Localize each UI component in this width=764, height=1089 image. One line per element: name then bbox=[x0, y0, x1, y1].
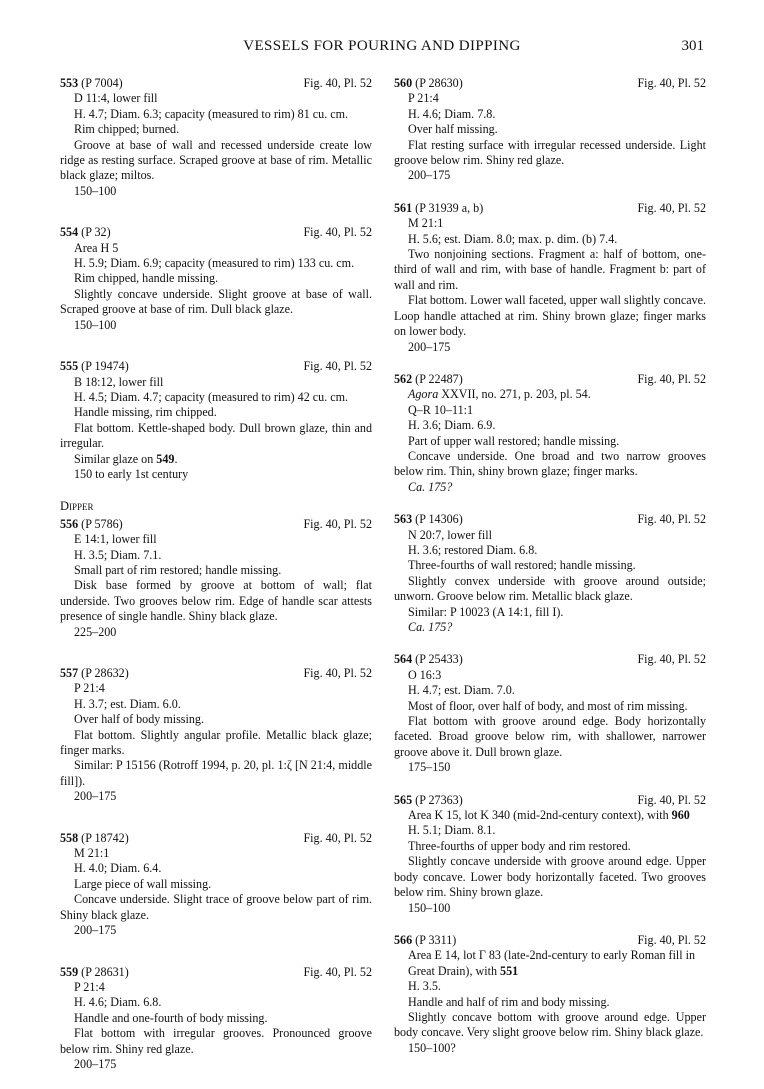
page-header bbox=[0, 38, 764, 60]
findspot: P 21:4 bbox=[74, 681, 105, 696]
catalog-entry-562 bbox=[394, 372, 706, 495]
inventory-number: (P 22487) bbox=[415, 371, 463, 386]
description: Slightly concave underside with groove around edge. Upper body concave. Lower body horizontally faceted. Two grooves below rim. Shiny brown glaze. bbox=[394, 854, 706, 900]
date: 225–200 bbox=[74, 624, 117, 639]
entry-heading bbox=[394, 793, 706, 808]
date: 150–100? bbox=[408, 1040, 456, 1055]
entry-number: 557 bbox=[60, 666, 79, 680]
findspot: O 16:3 bbox=[408, 667, 442, 682]
catalog-entry-555 bbox=[60, 359, 372, 482]
inventory-number: (P 25433) bbox=[415, 652, 463, 667]
entry-heading bbox=[60, 666, 372, 681]
dimensions: H. 5.6; est. Diam. 8.0; max. p. dim. (b) 7.4. bbox=[408, 231, 618, 246]
condition: Most of floor, over half of body, and most of rim missing. bbox=[408, 698, 688, 713]
entry-heading bbox=[394, 652, 706, 667]
figure-reference: Fig. 40, Pl. 52 bbox=[303, 830, 372, 845]
findspot bbox=[394, 808, 706, 823]
catalog-entry-565 bbox=[394, 793, 706, 916]
findspot: Q–R 10–11:1 bbox=[408, 402, 474, 417]
dimensions: H. 3.6; Diam. 6.9. bbox=[408, 418, 496, 433]
entry-number: 565 bbox=[394, 792, 413, 807]
catalog-entry-561 bbox=[394, 201, 706, 355]
findspot-text: Area E 14, lot Γ 83 (late-2nd-century to early Roman fill in Great Drain), with bbox=[408, 948, 696, 978]
inventory-number: (P 18742) bbox=[81, 830, 129, 845]
date: 175–150 bbox=[408, 760, 451, 775]
figure-reference: Fig. 40, Pl. 52 bbox=[303, 666, 372, 680]
figure-reference: Fig. 40, Pl. 52 bbox=[637, 200, 706, 215]
condition: Handle and one-fourth of body missing. bbox=[74, 1010, 268, 1025]
catalog-entry-566 bbox=[394, 933, 706, 1056]
similar-note: Similar: P 10023 (A 14:1, fill I). bbox=[408, 604, 564, 619]
cross-reference: 549 bbox=[156, 451, 175, 466]
date: 150 to early 1st century bbox=[74, 466, 189, 481]
similar-note: Similar: P 15156 (Rotroff 1994, p. 20, pl. 1:ζ [N 21:4, middle fill]). bbox=[60, 758, 372, 788]
condition: Over half of body missing. bbox=[74, 712, 204, 727]
condition: Small part of rim restored; handle missing. bbox=[74, 562, 282, 577]
dimensions: H. 3.5. bbox=[408, 979, 441, 994]
inventory-number: (P 3311) bbox=[415, 932, 457, 947]
figure-reference: Fig. 40, Pl. 52 bbox=[637, 792, 706, 807]
catalog-entry-556 bbox=[60, 517, 372, 640]
dimensions: H. 3.6; restored Diam. 6.8. bbox=[408, 542, 538, 557]
description: Slightly concave bottom with groove around edge. Upper body concave. Very slight groove below rim. Shiny black glaze. bbox=[394, 1009, 706, 1040]
catalog-entry-557 bbox=[60, 666, 372, 805]
inventory-number: (P 14306) bbox=[415, 512, 463, 527]
inventory-number: (P 32) bbox=[81, 225, 111, 240]
entry-number: 555 bbox=[60, 359, 79, 374]
entry-number: 561 bbox=[394, 200, 413, 215]
date: Ca. 175? bbox=[408, 620, 453, 634]
description: Flat bottom. Slightly angular profile. Metallic black glaze; finger marks. bbox=[60, 727, 372, 758]
dimensions: H. 4.5; Diam. 4.7; capacity (measured to rim) 42 cu. cm. bbox=[74, 389, 349, 404]
description: Slightly concave underside. Slight groove at base of wall. Scraped groove at base of rim. Dull black glaze. bbox=[60, 286, 372, 317]
date: 150–100 bbox=[74, 183, 117, 198]
condition: Over half missing. bbox=[408, 122, 498, 137]
left-column bbox=[60, 76, 372, 1089]
findspot bbox=[394, 948, 706, 979]
dimensions: H. 3.5; Diam. 7.1. bbox=[74, 547, 162, 562]
catalog-entry-560 bbox=[394, 76, 706, 184]
figure-reference: Fig. 40, Pl. 52 bbox=[303, 359, 372, 374]
condition: Three-fourths of wall restored; handle missing. bbox=[408, 558, 636, 573]
findspot: D 11:4, lower fill bbox=[74, 91, 158, 106]
condition: Rim chipped, handle missing. bbox=[74, 271, 219, 286]
condition: Large piece of wall missing. bbox=[74, 876, 212, 891]
dimensions: H. 4.7; est. Diam. 7.0. bbox=[408, 683, 515, 698]
section-heading-dipper: Dipper bbox=[60, 499, 94, 514]
date: 200–175 bbox=[74, 1056, 117, 1071]
entry-number: 556 bbox=[60, 516, 79, 531]
dimensions: H. 5.9; Diam. 6.9; capacity (measured to rim) 133 cu. cm. bbox=[74, 256, 355, 271]
condition: Handle missing, rim chipped. bbox=[74, 405, 217, 420]
entry-number: 554 bbox=[60, 225, 79, 240]
figure-reference: Fig. 40, Pl. 52 bbox=[303, 964, 372, 979]
description: Flat bottom. Lower wall faceted, upper wall slightly concave. Loop handle attached at rim. Shiny brown glaze; finger marks on lower body. bbox=[394, 293, 706, 339]
catalog-entry-563 bbox=[394, 512, 706, 635]
date: 150–100 bbox=[74, 317, 117, 332]
inventory-number: (P 28632) bbox=[81, 666, 129, 680]
figure-reference: Fig. 40, Pl. 52 bbox=[303, 516, 372, 531]
similar-text-end: . bbox=[174, 451, 178, 466]
description: Flat resting surface with irregular recessed underside. Light groove below rim. Shiny red glaze. bbox=[394, 137, 706, 168]
entry-number: 563 bbox=[394, 512, 413, 527]
entry-heading bbox=[60, 517, 372, 532]
entry-heading bbox=[394, 76, 706, 91]
catalog-entry-553 bbox=[60, 76, 372, 199]
dimensions: H. 4.0; Diam. 6.4. bbox=[74, 861, 162, 876]
entry-number: 553 bbox=[60, 76, 79, 90]
cross-reference: 960 bbox=[671, 808, 690, 823]
description: Groove at base of wall and recessed underside create low ridge as resting surface. Scraped groove at base of rim. Metallic black glaze; miltos. bbox=[60, 137, 372, 183]
dimensions: H. 3.7; est. Diam. 6.0. bbox=[74, 696, 181, 711]
dimensions: H. 5.1; Diam. 8.1. bbox=[408, 823, 496, 838]
catalog-entry-564 bbox=[394, 652, 706, 775]
page-number: 301 bbox=[681, 38, 704, 54]
entry-heading bbox=[394, 201, 706, 216]
inventory-number: (P 31939 a, b) bbox=[415, 200, 484, 215]
date: 200–175 bbox=[74, 789, 117, 804]
publication-title: Agora bbox=[408, 387, 439, 402]
publication-reference bbox=[394, 387, 706, 402]
condition: Part of upper wall restored; handle missing. bbox=[408, 433, 620, 448]
condition: Rim chipped; burned. bbox=[74, 122, 180, 137]
findspot: P 21:4 bbox=[408, 91, 439, 106]
findspot: Area H 5 bbox=[74, 240, 119, 255]
figure-reference: Fig. 40, Pl. 52 bbox=[637, 371, 706, 386]
figure-reference: Fig. 40, Pl. 52 bbox=[637, 932, 706, 947]
inventory-number: (P 7004) bbox=[81, 76, 123, 90]
description: Concave underside. Slight trace of groove below part of rim. Shiny black glaze. bbox=[60, 892, 372, 922]
entry-heading bbox=[60, 76, 372, 91]
entry-heading bbox=[60, 965, 372, 980]
condition: Two nonjoining sections. Fragment a: half of bottom, one-third of wall and rim, with base of handle. Fragment b: part of wall and rim. bbox=[394, 247, 706, 292]
findspot: P 21:4 bbox=[74, 979, 105, 994]
condition: Handle and half of rim and body missing. bbox=[408, 994, 610, 1009]
figure-reference: Fig. 40, Pl. 52 bbox=[303, 225, 372, 240]
condition: Three-fourths of upper body and rim restored. bbox=[408, 838, 631, 853]
cross-reference: 551 bbox=[500, 963, 519, 978]
entry-heading bbox=[60, 359, 372, 374]
description: Flat bottom with irregular grooves. Pronounced groove below rim. Shiny red glaze. bbox=[60, 1026, 372, 1056]
entry-heading bbox=[394, 372, 706, 387]
findspot: E 14:1, lower fill bbox=[74, 532, 157, 547]
findspot: M 21:1 bbox=[408, 216, 444, 231]
entry-number: 560 bbox=[394, 76, 413, 90]
figure-reference: Fig. 40, Pl. 52 bbox=[637, 512, 706, 527]
entry-number: 558 bbox=[60, 830, 79, 845]
dimensions: H. 4.7; Diam. 6.3; capacity (measured to rim) 81 cu. cm. bbox=[74, 106, 349, 121]
inventory-number: (P 27363) bbox=[415, 792, 463, 807]
inventory-number: (P 28630) bbox=[415, 76, 463, 90]
figure-reference: Fig. 40, Pl. 52 bbox=[637, 76, 706, 90]
entry-number: 564 bbox=[394, 652, 413, 667]
catalog-entry-559 bbox=[60, 965, 372, 1073]
entry-heading bbox=[60, 225, 372, 240]
date: 200–175 bbox=[408, 168, 451, 183]
figure-reference: Fig. 40, Pl. 52 bbox=[637, 652, 706, 667]
dimensions: H. 4.6; Diam. 6.8. bbox=[74, 995, 162, 1010]
date: 200–175 bbox=[408, 339, 451, 354]
description: Flat bottom with groove around edge. Body horizontally faceted. Broad groove below rim, with shallower, narrower groove above it. Dull brown glaze. bbox=[394, 714, 706, 759]
entry-heading bbox=[394, 933, 706, 948]
similar-text: Similar glaze on bbox=[74, 451, 157, 466]
findspot: M 21:1 bbox=[74, 846, 110, 861]
description: Disk base formed by groove at bottom of wall; flat underside. Two grooves below rim. Edge of handle scar attests presence of single handle. Shiny black glaze. bbox=[60, 578, 372, 624]
inventory-number: (P 19474) bbox=[81, 359, 129, 374]
right-column bbox=[394, 76, 706, 1073]
findspot: N 20:7, lower fill bbox=[408, 527, 492, 542]
date: 150–100 bbox=[408, 900, 451, 915]
similar-note bbox=[60, 452, 372, 467]
dimensions: H. 4.6; Diam. 7.8. bbox=[408, 106, 496, 121]
description: Flat bottom. Kettle-shaped body. Dull brown glaze, thin and irregular. bbox=[60, 420, 372, 451]
entry-number: 562 bbox=[394, 371, 413, 386]
figure-reference: Fig. 40, Pl. 52 bbox=[303, 76, 372, 90]
entry-heading bbox=[60, 831, 372, 846]
inventory-number: (P 5786) bbox=[81, 516, 123, 531]
catalog-entry-558 bbox=[60, 831, 372, 939]
entry-number: 566 bbox=[394, 932, 413, 947]
publication-details: XXVII, no. 271, p. 203, pl. 54. bbox=[438, 387, 591, 402]
entry-number: 559 bbox=[60, 964, 79, 979]
catalog-entry-554 bbox=[60, 225, 372, 333]
date: Ca. 175? bbox=[408, 479, 453, 494]
entry-heading bbox=[394, 512, 706, 527]
date: 200–175 bbox=[74, 923, 117, 938]
description: Concave underside. One broad and two narrow grooves below rim. Thin, shiny brown glaze; finger marks. bbox=[394, 448, 706, 479]
description: Slightly convex underside with groove around outside; unworn. Groove below rim. Metallic black glaze. bbox=[394, 573, 706, 604]
findspot-text: Area K 15, lot K 340 (mid-2nd-century context), with bbox=[408, 808, 672, 823]
inventory-number: (P 28631) bbox=[81, 964, 129, 979]
findspot: B 18:12, lower fill bbox=[74, 374, 164, 389]
running-head: VESSELS FOR POURING AND DIPPING bbox=[243, 38, 521, 54]
